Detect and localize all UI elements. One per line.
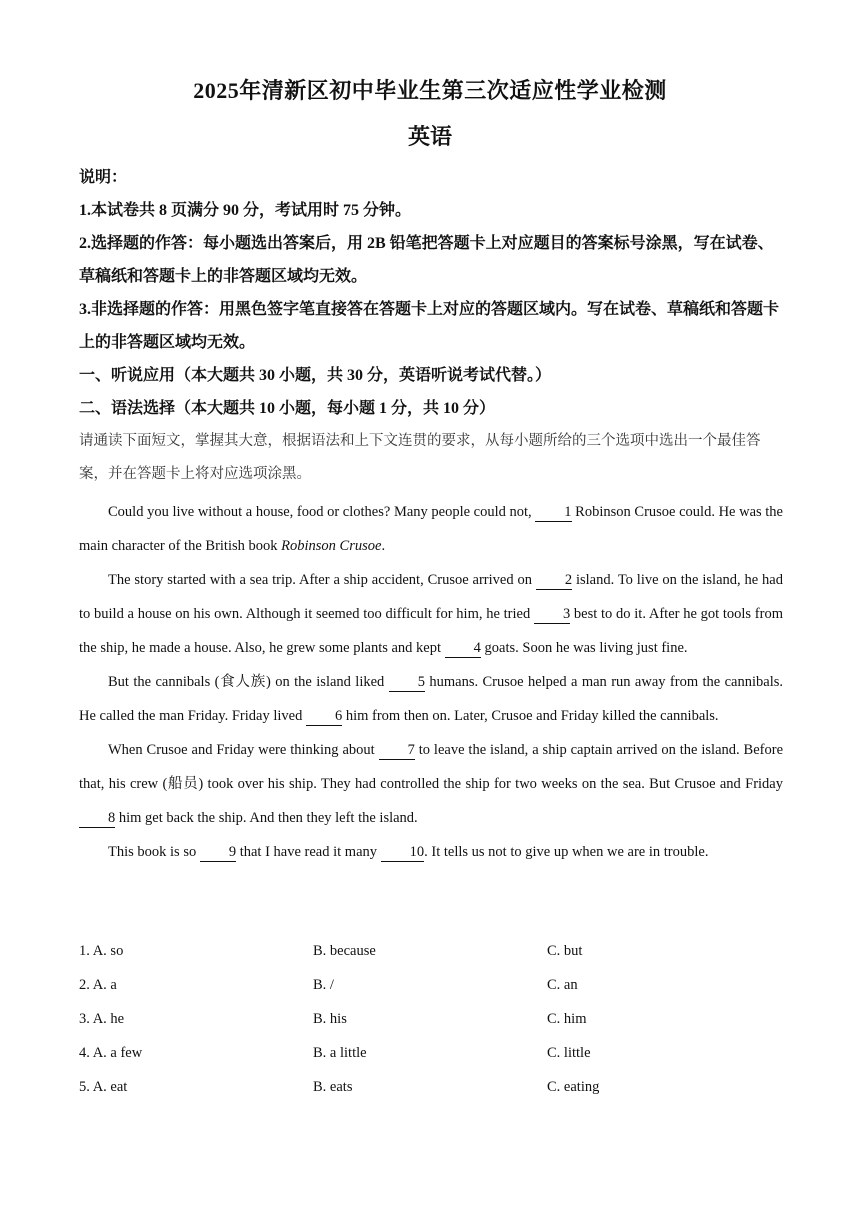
instructions-block	[79, 161, 781, 491]
blank-9: 9	[200, 843, 236, 862]
option-a: 1. A. so	[79, 943, 124, 959]
option-row	[79, 1002, 783, 1036]
passage-text: When Crusoe and Friday were thinking about	[108, 742, 379, 758]
option-row	[79, 1070, 783, 1104]
passage-paragraph-3	[79, 665, 783, 733]
note-item-1: 1.本试卷共 8 页满分 90 分，考试用时 75 分钟。	[79, 202, 412, 219]
option-row	[79, 968, 783, 1002]
option-row	[79, 1036, 783, 1070]
option-c: C. little	[547, 1045, 591, 1061]
option-a: 5. A. eat	[79, 1079, 128, 1095]
section-instruction: 请通读下面短文，掌握其大意，根据语法和上下文连贯的要求，从每小题所给的三个选项中选出一个最佳答案，并在答题卡上将对应选项涂黑。	[79, 433, 761, 482]
passage-text: . It tells us not to give up when we are in trouble.	[424, 844, 709, 860]
section-listening-heading: 一、听说应用（本大题共 30 小题，共 30 分，英语听说考试代替。）	[79, 367, 552, 384]
passage-text: him get back the ship. And then they left the island.	[115, 810, 418, 826]
option-a: 4. A. a few	[79, 1045, 143, 1061]
blank-5: 5	[389, 673, 425, 692]
blank-10: 10	[381, 843, 425, 862]
option-b: B. because	[313, 943, 376, 959]
passage-text: him from then on. Later, Crusoe and Friday killed the cannibals.	[342, 708, 719, 724]
blank-1: 1	[535, 503, 571, 522]
passage-text: But the cannibals (食人族) on the island liked	[108, 674, 389, 690]
subject-title: 英语	[407, 124, 452, 149]
passage-text: .	[381, 538, 386, 554]
cloze-passage	[79, 495, 783, 869]
passage-text: This book is so	[108, 844, 200, 860]
option-a: 3. A. he	[79, 1011, 125, 1027]
blank-2: 2	[536, 571, 572, 590]
passage-text: goats. Soon he was living just fine.	[480, 640, 688, 656]
passage-text: best to do it. After he got tools from the ship, he made a house. Also, he grew some plants and kept	[79, 606, 783, 656]
option-a: 2. A. a	[79, 977, 117, 993]
option-row	[79, 934, 783, 968]
option-b: B. eats	[313, 1079, 353, 1095]
exam-title: 2025年清新区初中毕业生第三次适应性学业检测	[193, 78, 667, 103]
option-b: B. his	[313, 1011, 347, 1027]
passage-text: island. To live on the island, he had to build a house on his own. Although it seemed too difficult for him, he tried	[79, 572, 783, 622]
option-c: C. him	[547, 1011, 587, 1027]
section-grammar-heading: 二、语法选择（本大题共 10 小题，每小题 1 分，共 10 分）	[79, 400, 496, 417]
blank-7: 7	[379, 741, 415, 760]
passage-paragraph-1	[79, 495, 783, 563]
option-b: B. /	[313, 977, 334, 993]
passage-text: humans. Crusoe helped a man run away from the cannibals. He called the man Friday. Friday lived	[79, 674, 783, 724]
option-c: C. eating	[547, 1079, 600, 1095]
passage-text: Robinson Crusoe could. He was the main character of the British book	[79, 504, 783, 554]
book-title: Robinson Crusoe	[281, 538, 382, 554]
passage-paragraph-4	[79, 733, 783, 835]
blank-8: 8	[79, 809, 115, 828]
option-c: C. an	[547, 977, 578, 993]
passage-text: The story started with a sea trip. After a ship accident, Crusoe arrived on	[108, 572, 536, 588]
blank-6: 6	[306, 707, 342, 726]
passage-paragraph-2	[79, 563, 783, 665]
option-b: B. a little	[313, 1045, 367, 1061]
passage-text: Could you live without a house, food or clothes? Many people could not,	[108, 504, 536, 520]
passage-text: that I have read it many	[236, 844, 381, 860]
option-c: C. but	[547, 943, 583, 959]
blank-4: 4	[445, 639, 481, 658]
passage-paragraph-5	[79, 835, 783, 869]
answer-options	[79, 934, 783, 1104]
blank-3: 3	[534, 605, 570, 624]
passage-text: to leave the island, a ship captain arrived on the island. Before that, his crew (船员) took over his ship. They had controlled the ship for two weeks on the sea. But Crusoe and Friday	[79, 742, 784, 792]
note-item-2: 2.选择题的作答：每小题选出答案后，用 2B 铅笔把答题卡上对应题目的答案标号涂黑，写在试卷、草稿纸和答题卡上的非答题区域均无效。	[79, 235, 774, 285]
note-item-3: 3.非选择题的作答：用黑色签字笔直接答在答题卡上对应的答题区域内。写在试卷、草稿纸和答题卡上的非答题区域均无效。	[79, 301, 780, 351]
notes-heading: 说明：	[79, 169, 128, 186]
